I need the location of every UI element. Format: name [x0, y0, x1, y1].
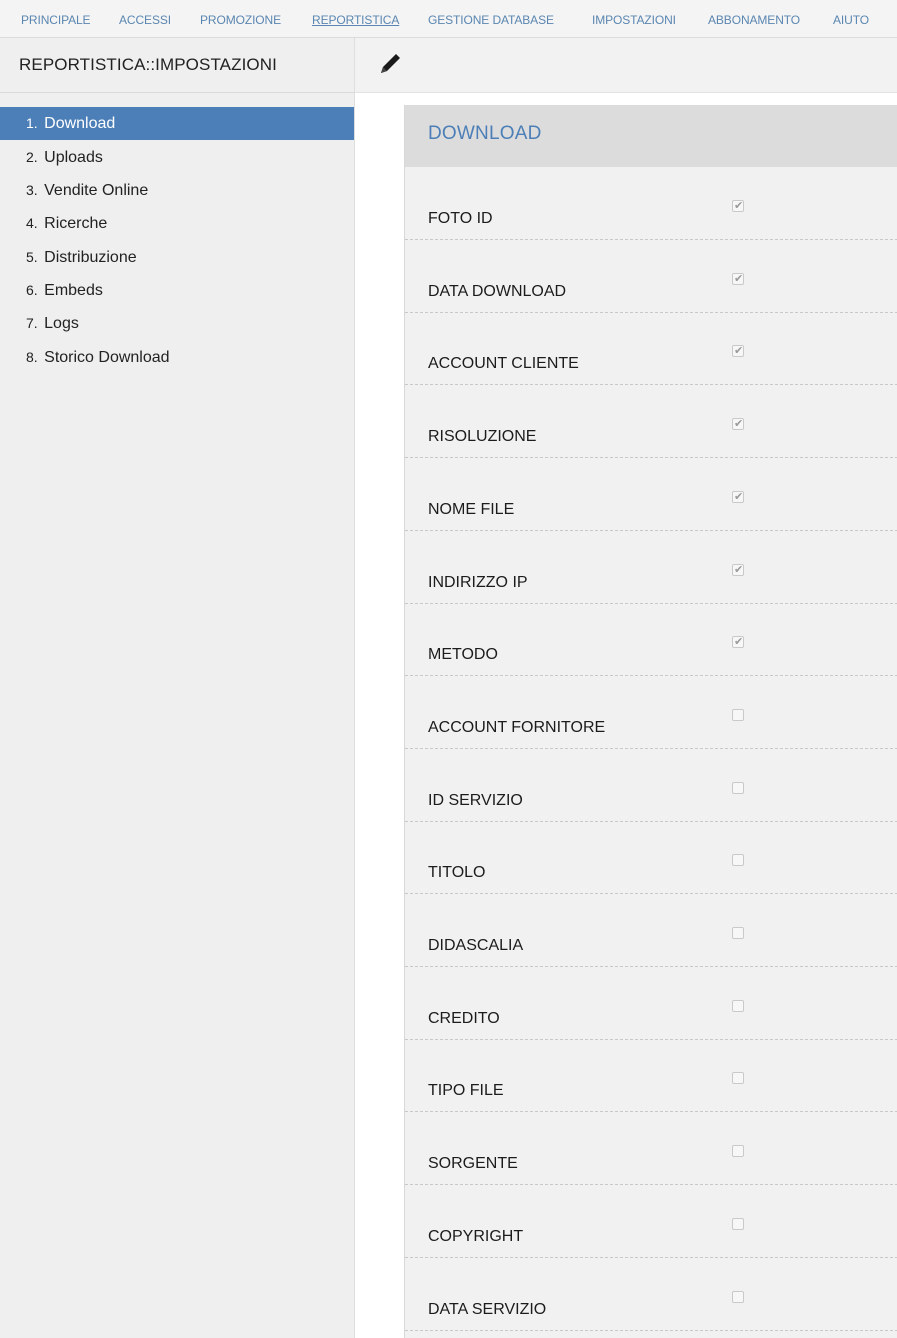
field-label: TITOLO — [428, 864, 486, 882]
nav-accessi[interactable]: ACCESSI — [119, 13, 171, 27]
checkmark-icon: ✔ — [734, 563, 744, 576]
checkbox-checked[interactable] — [732, 636, 744, 648]
checkbox-checked[interactable] — [732, 345, 744, 357]
sidebar-item-number: 7. — [26, 315, 38, 331]
settings-panel — [404, 105, 897, 1338]
field-row — [405, 167, 897, 240]
nav-aiuto[interactable]: AIUTO — [833, 13, 869, 27]
field-label: CREDITO — [428, 1009, 500, 1027]
sidebar-item-logs[interactable] — [0, 307, 354, 340]
sidebar-item-vendite-online[interactable] — [0, 174, 354, 207]
nav-gestione-database[interactable]: GESTIONE DATABASE — [428, 13, 554, 27]
checkbox-unchecked[interactable] — [732, 1291, 744, 1303]
field-row — [405, 1185, 897, 1258]
field-label: NOME FILE — [428, 500, 515, 518]
field-row — [405, 385, 897, 458]
toolbar — [355, 38, 897, 93]
checkbox-unchecked[interactable] — [732, 1218, 744, 1230]
field-row — [405, 312, 897, 385]
sidebar-item-label: Distribuzione — [44, 249, 137, 266]
nav-promozione[interactable]: PROMOZIONE — [200, 13, 282, 27]
sidebar-item-number: 2. — [26, 149, 38, 165]
field-label: DIDASCALIA — [428, 937, 524, 954]
top-navigation — [0, 0, 897, 38]
checkmark-icon: ✔ — [734, 490, 744, 503]
field-label: SORGENTE — [428, 1155, 518, 1173]
sidebar-header — [0, 38, 354, 93]
sidebar-item-number: 4. — [26, 215, 38, 231]
sidebar-item-label: Vendite Online — [44, 182, 149, 199]
sidebar-item-storico-download[interactable] — [0, 341, 354, 374]
checkmark-icon: ✔ — [734, 345, 744, 358]
field-label: FOTO ID — [428, 210, 493, 227]
checkbox-unchecked[interactable] — [732, 782, 744, 794]
field-row — [405, 967, 897, 1040]
checkmark-icon: ✔ — [734, 636, 744, 649]
field-label: DATA DOWNLOAD — [428, 282, 567, 300]
checkbox-checked[interactable] — [732, 418, 744, 430]
row-divider — [405, 1330, 897, 1331]
checkbox-unchecked[interactable] — [732, 709, 744, 721]
page-title: REPORTISTICA::IMPOSTAZIONI — [19, 55, 277, 74]
sidebar-item-label: Logs — [44, 315, 79, 332]
checkbox-unchecked[interactable] — [732, 1000, 744, 1012]
sidebar-item-uploads[interactable] — [0, 141, 354, 174]
nav-impostazioni[interactable]: IMPOSTAZIONI — [592, 13, 676, 27]
sidebar-item-label: Ricerche — [44, 215, 108, 232]
field-row — [405, 531, 897, 604]
checkbox-unchecked[interactable] — [732, 1072, 744, 1084]
field-row — [405, 1039, 897, 1112]
field-row — [405, 749, 897, 822]
sidebar-item-label: Uploads — [44, 149, 103, 166]
nav-abbonamento[interactable]: ABBONAMENTO — [708, 13, 801, 27]
field-label: ACCOUNT CLIENTE — [428, 355, 579, 373]
panel-header — [405, 105, 897, 167]
field-label: ID SERVIZIO — [428, 791, 523, 809]
field-label: DATA SERVIZIO — [428, 1300, 547, 1318]
checkmark-icon: ✔ — [734, 272, 744, 285]
field-row — [405, 821, 897, 894]
field-label: TIPO FILE — [428, 1082, 504, 1100]
sidebar-item-number: 5. — [26, 249, 38, 265]
pencil-icon[interactable] — [377, 51, 403, 77]
sidebar — [0, 38, 355, 1338]
field-row — [405, 1258, 897, 1331]
sidebar-item-ricerche[interactable] — [0, 207, 354, 240]
field-row — [405, 676, 897, 749]
field-row — [405, 240, 897, 313]
nav-reportistica[interactable]: REPORTISTICA — [312, 13, 400, 27]
field-label: RISOLUZIONE — [428, 428, 537, 446]
checkbox-unchecked[interactable] — [732, 927, 744, 939]
sidebar-item-label: Download — [44, 115, 116, 132]
checkbox-unchecked[interactable] — [732, 1145, 744, 1157]
field-label: METODO — [428, 646, 498, 664]
field-label: COPYRIGHT — [428, 1227, 524, 1245]
checkbox-unchecked[interactable] — [732, 854, 744, 866]
sidebar-item-number: 6. — [26, 282, 38, 298]
sidebar-item-label: Embeds — [44, 282, 103, 299]
panel-title: DOWNLOAD — [428, 123, 542, 144]
field-label: INDIRIZZO IP — [428, 573, 528, 591]
field-row — [405, 1112, 897, 1185]
field-row — [405, 603, 897, 676]
field-row — [405, 894, 897, 967]
sidebar-item-download[interactable] — [0, 107, 354, 140]
sidebar-item-number: 3. — [26, 182, 38, 198]
checkmark-icon: ✔ — [734, 200, 744, 212]
sidebar-item-number: 1. — [26, 115, 38, 131]
sidebar-item-distribuzione[interactable] — [0, 241, 354, 274]
nav-principale[interactable]: PRINCIPALE — [21, 13, 91, 27]
checkmark-icon: ✔ — [734, 418, 744, 431]
sidebar-item-number: 8. — [26, 349, 38, 365]
checkbox-checked[interactable] — [732, 273, 744, 285]
checkbox-checked[interactable] — [732, 564, 744, 576]
sidebar-item-label: Storico Download — [44, 349, 170, 366]
field-label: ACCOUNT FORNITORE — [428, 718, 606, 736]
checkbox-checked[interactable] — [732, 491, 744, 503]
field-row — [405, 458, 897, 531]
checkbox-checked[interactable] — [732, 200, 744, 212]
sidebar-item-embeds[interactable] — [0, 274, 354, 307]
